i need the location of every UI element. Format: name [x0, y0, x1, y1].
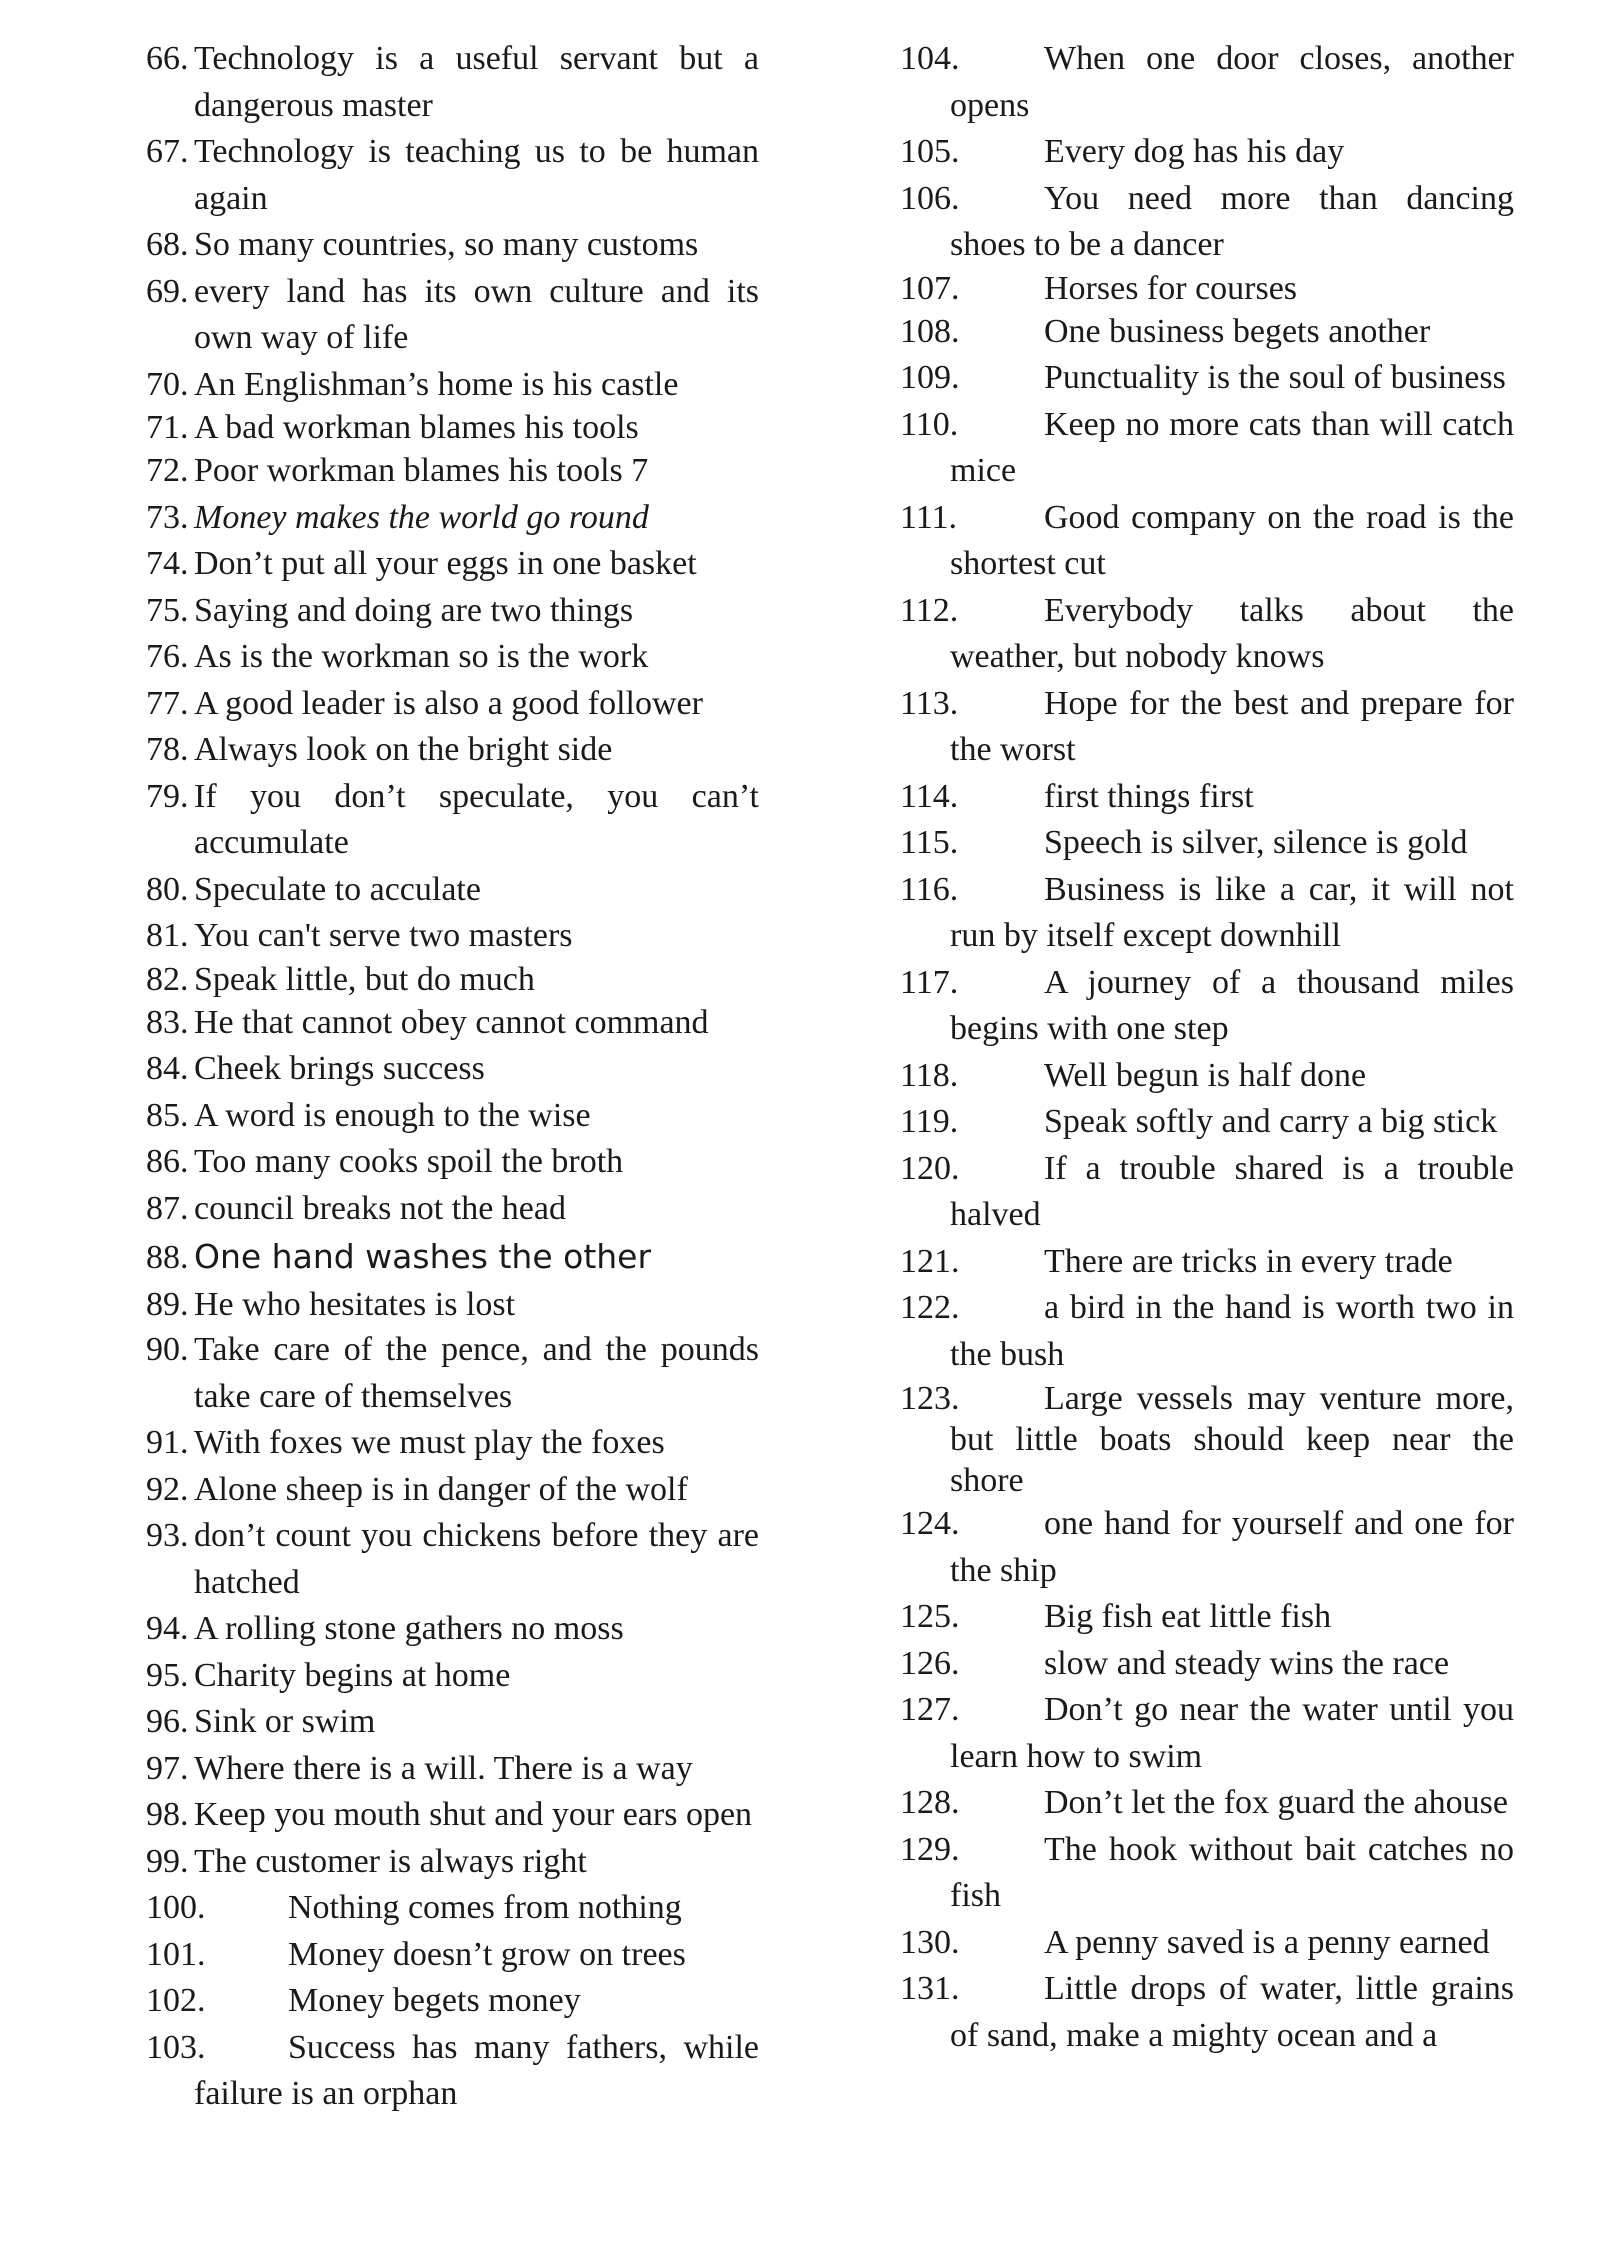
list-item [146, 1232, 759, 1283]
item-text: Always look on the bright side [194, 731, 613, 768]
item-text: Money makes the world go round [194, 498, 649, 536]
list-item [146, 1420, 759, 1467]
list-item [146, 1467, 759, 1514]
item-text: Don’t put all your eggs in one basket [194, 545, 697, 582]
item-text: Nothing comes from nothing [288, 1889, 682, 1926]
list-item [900, 1687, 1514, 1780]
item-text: A rolling stone gathers no moss [194, 1610, 624, 1647]
list-item [146, 1932, 759, 1979]
list-item [146, 495, 759, 542]
item-number: 67. [146, 133, 189, 170]
item-number: 82. [146, 960, 189, 998]
list-item [146, 1000, 759, 1047]
item-number: 115. [900, 824, 959, 861]
item-text: Where there is a will. There is a way [194, 1749, 693, 1787]
item-number: 110. [900, 405, 959, 443]
item-text: Money begets money [288, 1982, 581, 2019]
item-text: Large vessels may venture more, but little boats should keep near the shore [950, 1380, 1514, 1499]
item-text: A word is enough to the wise [194, 1096, 591, 1134]
list-item [146, 269, 759, 362]
list-item [146, 634, 759, 681]
item-text: Sink or swim [194, 1703, 376, 1740]
item-text: There are tricks in every trade [1044, 1242, 1453, 1280]
item-text: Technology is a useful servant but a dangerous master [194, 40, 759, 124]
item-number: 101. [146, 1935, 206, 1973]
item-number: 88. [146, 1239, 189, 1276]
item-text: Take care of the pence, and the pounds take care of themselves [194, 1331, 759, 1415]
list-item [900, 681, 1514, 774]
list-item [900, 355, 1514, 402]
item-number: 71. [146, 409, 189, 446]
item-number: 103. [146, 2028, 206, 2066]
list-item [900, 1501, 1514, 1594]
list-item [900, 1053, 1514, 1100]
list-item [900, 1239, 1514, 1286]
item-text: One hand washes the other [194, 1237, 652, 1276]
list-item [146, 1746, 759, 1793]
item-number: 74. [146, 545, 189, 582]
item-text: Speak little, but do much [194, 960, 535, 998]
list-item [146, 448, 759, 495]
item-text: Charity begins at home [194, 1656, 511, 1694]
item-number: 96. [146, 1703, 189, 1740]
list-item [146, 588, 759, 635]
item-text: Don’t let the fox guard the ahouse [1044, 1784, 1508, 1821]
item-number: 73. [146, 498, 189, 536]
item-number: 129. [900, 1830, 960, 1868]
list-item [146, 1283, 759, 1327]
list-item [146, 867, 759, 914]
item-number: 111. [900, 498, 957, 536]
item-text: Cheek brings success [194, 1050, 485, 1087]
item-number: 92. [146, 1470, 189, 1508]
item-text: You can't serve two masters [194, 917, 573, 954]
item-number: 70. [146, 365, 189, 403]
list-item [146, 222, 759, 269]
list-item [900, 1285, 1514, 1378]
item-number: 114. [900, 777, 959, 815]
item-number: 124. [900, 1505, 960, 1542]
item-text: don’t count you chickens before they are hatched [194, 1517, 759, 1601]
item-number: 122. [900, 1289, 960, 1326]
list-item [900, 1920, 1514, 1967]
list-item [146, 1327, 759, 1420]
list-item [146, 1839, 759, 1886]
item-text: Speech is silver, silence is gold [1044, 824, 1468, 861]
item-number: 125. [900, 1598, 960, 1635]
item-number: 128. [900, 1784, 960, 1821]
list-item [146, 960, 759, 1000]
item-number: 83. [146, 1003, 189, 1041]
item-text: If you don’t speculate, you can’t accumulate [194, 777, 759, 861]
item-number: 81. [146, 917, 189, 954]
item-text: Keep no more cats than will catch mice [950, 405, 1514, 489]
item-number: 130. [900, 1923, 960, 1961]
list-item [146, 1885, 759, 1932]
item-number: 80. [146, 870, 189, 908]
item-text: Alone sheep is in danger of the wolf [194, 1470, 688, 1508]
item-text: Saying and doing are two things [194, 591, 634, 629]
item-number: 112. [900, 591, 959, 629]
item-number: 86. [146, 1143, 189, 1180]
list-item [146, 2025, 759, 2118]
item-number: 106. [900, 179, 960, 217]
list-item [900, 1827, 1514, 1920]
item-text: Punctuality is the soul of business [1044, 359, 1506, 396]
item-text: council breaks not the head [194, 1189, 566, 1227]
item-number: 107. [900, 269, 960, 307]
item-text: Speculate to acculate [194, 870, 481, 908]
item-number: 120. [900, 1149, 960, 1187]
list-item [900, 1594, 1514, 1641]
item-number: 87. [146, 1189, 189, 1227]
item-number: 77. [146, 684, 189, 722]
item-text: Technology is teaching us to be human again [194, 133, 759, 217]
list-item [146, 408, 759, 448]
item-text: A bad workman blames his tools [194, 409, 639, 446]
item-text: He who hesitates is lost [194, 1286, 516, 1323]
item-text: Speak softly and carry a big stick [1044, 1103, 1498, 1140]
proverb-list-right-column [900, 36, 1514, 2059]
item-text: He that cannot obey cannot command [194, 1003, 709, 1041]
item-text: You need more than dancing shoes to be a dancer [950, 179, 1514, 263]
item-number: 76. [146, 638, 189, 675]
item-number: 104. [900, 40, 960, 77]
item-text: A journey of a thousand miles begins with one step [950, 963, 1514, 1047]
item-number: 118. [900, 1056, 959, 1094]
list-item [146, 727, 759, 774]
item-number: 98. [146, 1796, 189, 1833]
list-item [900, 960, 1514, 1053]
list-item [146, 681, 759, 728]
list-item [900, 588, 1514, 681]
item-text: Horses for courses [1044, 269, 1298, 307]
item-text: one hand for yourself and one for the ship [950, 1505, 1514, 1589]
list-item [146, 1139, 759, 1186]
list-item [900, 402, 1514, 495]
list-item [146, 913, 759, 960]
item-number: 79. [146, 777, 189, 815]
item-text: Keep you mouth shut and your ears open [194, 1796, 753, 1833]
list-item [146, 1513, 759, 1606]
list-item [900, 1966, 1514, 2059]
item-text: So many countries, so many customs [194, 226, 699, 263]
item-text: Big fish eat little fish [1044, 1598, 1332, 1635]
list-item [900, 1099, 1514, 1146]
item-number: 90. [146, 1331, 189, 1368]
list-item [146, 541, 759, 588]
item-number: 102. [146, 1982, 206, 2019]
list-item [146, 1093, 759, 1140]
item-text: When one door closes, another opens [950, 40, 1514, 124]
item-number: 68. [146, 226, 189, 263]
item-text: As is the workman so is the work [194, 638, 649, 675]
item-number: 108. [900, 312, 960, 350]
list-item [900, 774, 1514, 821]
item-text: Well begun is half done [1044, 1056, 1367, 1094]
item-number: 85. [146, 1096, 189, 1134]
item-text: One business begets another [1044, 312, 1431, 350]
item-number: 72. [146, 452, 189, 489]
list-item [146, 362, 759, 409]
item-text: Too many cooks spoil the broth [194, 1143, 624, 1180]
list-item [900, 36, 1514, 129]
item-text: Success has many fathers, while failure is an orphan [194, 2028, 759, 2112]
list-item [900, 1378, 1514, 1501]
list-item [900, 269, 1514, 309]
item-text: Every dog has his day [1044, 133, 1345, 170]
item-text: An Englishman’s home is his castle [194, 365, 679, 403]
item-text: Business is like a car, it will not run by itself except downhill [950, 870, 1514, 954]
item-text: Little drops of water, little grains of sand, make a mighty ocean and a [950, 1970, 1514, 2054]
item-number: 97. [146, 1749, 189, 1787]
list-item [900, 495, 1514, 588]
list-item [146, 1606, 759, 1653]
item-text: Everybody talks about the weather, but nobody knows [950, 591, 1514, 675]
item-text: slow and steady wins the race [1044, 1644, 1450, 1682]
item-text: Poor workman blames his tools 7 [194, 452, 649, 489]
list-item [900, 820, 1514, 867]
item-text: With foxes we must play the foxes [194, 1424, 665, 1461]
item-text: every land has its own culture and its own way of life [194, 272, 759, 356]
item-number: 131. [900, 1970, 960, 2007]
item-number: 117. [900, 963, 959, 1001]
list-item [900, 1641, 1514, 1688]
item-number: 66. [146, 40, 189, 77]
item-text: a bird in the hand is worth two in the bush [950, 1289, 1514, 1373]
list-item [146, 1653, 759, 1700]
item-number: 119. [900, 1103, 959, 1140]
item-number: 75. [146, 591, 189, 629]
list-item [146, 129, 759, 222]
list-item [146, 1699, 759, 1746]
item-number: 126. [900, 1644, 960, 1682]
item-number: 91. [146, 1424, 189, 1461]
item-number: 100. [146, 1889, 206, 1926]
item-text: A good leader is also a good follower [194, 684, 703, 722]
list-item [900, 1780, 1514, 1827]
list-item [900, 129, 1514, 176]
item-text: A penny saved is a penny earned [1044, 1923, 1490, 1961]
list-item [146, 774, 759, 867]
item-text: The customer is always right [194, 1842, 587, 1880]
list-item [900, 867, 1514, 960]
item-number: 113. [900, 684, 959, 722]
item-number: 69. [146, 272, 189, 310]
list-item [900, 309, 1514, 356]
item-number: 116. [900, 870, 959, 908]
item-number: 127. [900, 1691, 960, 1728]
item-text: Money doesn’t grow on trees [288, 1935, 686, 1973]
item-text: Good company on the road is the shortest cut [950, 498, 1514, 582]
list-item [146, 1046, 759, 1093]
item-number: 109. [900, 359, 960, 396]
list-item [900, 1146, 1514, 1239]
item-number: 94. [146, 1610, 189, 1647]
item-text: If a trouble shared is a trouble halved [950, 1149, 1514, 1233]
item-text: Don’t go near the water until you learn how to swim [950, 1691, 1514, 1775]
list-item [900, 176, 1514, 269]
item-number: 95. [146, 1656, 189, 1694]
list-item [146, 1186, 759, 1233]
item-number: 93. [146, 1517, 189, 1554]
proverb-list-left-column [146, 36, 759, 2118]
list-item [146, 1792, 759, 1839]
item-text: Hope for the best and prepare for the worst [950, 684, 1514, 768]
item-text: first things first [1044, 777, 1254, 815]
item-number: 89. [146, 1286, 189, 1323]
item-number: 105. [900, 133, 960, 170]
list-item [146, 36, 759, 129]
item-number: 84. [146, 1050, 189, 1087]
item-number: 99. [146, 1842, 189, 1880]
item-number: 121. [900, 1242, 960, 1280]
list-item [146, 1978, 759, 2025]
item-number: 123. [900, 1380, 960, 1417]
item-number: 78. [146, 731, 189, 768]
item-text: The hook without bait catches no fish [950, 1830, 1514, 1914]
